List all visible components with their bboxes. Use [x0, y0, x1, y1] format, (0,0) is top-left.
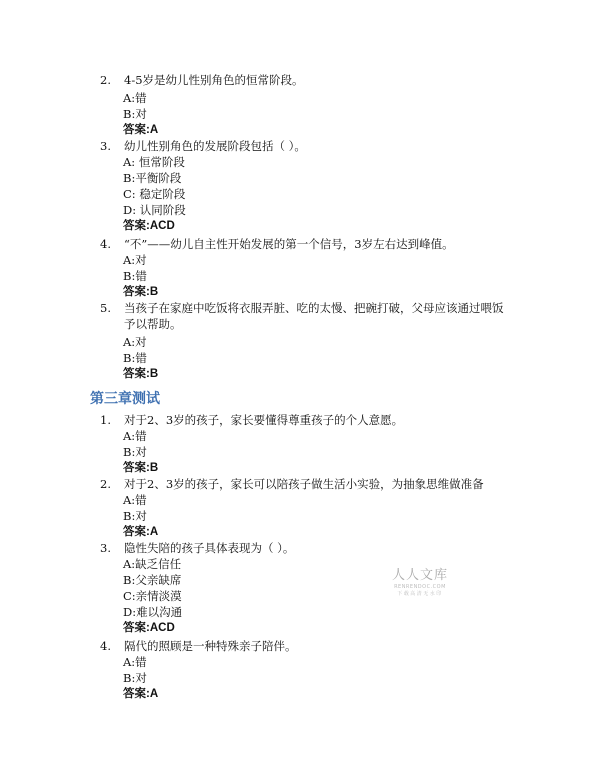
section-title: 第三章测试: [90, 390, 160, 406]
question-text: 隐性失陪的孩子具体表现为（ ）。: [124, 541, 295, 555]
question-text: 隔代的照顾是一种特殊亲子陪伴。: [124, 639, 297, 653]
option: A: 恒常阶段: [123, 155, 185, 169]
option: A:缺乏信任: [123, 557, 182, 571]
answer: 答案:B: [123, 286, 159, 298]
question-number: 2.: [100, 73, 111, 87]
option: A:对: [123, 253, 147, 267]
option: A:错: [123, 493, 147, 507]
option: A:对: [123, 335, 147, 349]
option: A:错: [123, 91, 147, 105]
answer: 答案:A: [123, 688, 159, 700]
answer: 答案:ACD: [123, 622, 175, 634]
option: C: 稳定阶段: [123, 187, 186, 201]
question-text: “不”——幼儿自主性开始发展的第一个信号，3岁左右达到峰值。: [124, 237, 454, 251]
option: D: 认同阶段: [123, 203, 186, 217]
question-text: 对于2、3岁的孩子，家长要懂得尊重孩子的个人意愿。: [124, 413, 404, 427]
watermark-title: 人人文库: [391, 568, 448, 583]
option: B:错: [123, 351, 147, 365]
option: B:父亲缺席: [123, 573, 182, 587]
option: B:对: [123, 107, 147, 121]
option: B:对: [123, 671, 147, 685]
option: B:对: [123, 445, 147, 459]
option: B:错: [123, 269, 147, 283]
question-number: 1.: [100, 413, 111, 427]
option: C:亲情淡漠: [123, 589, 182, 603]
question-number: 3.: [100, 541, 111, 555]
question-number: 3.: [100, 139, 111, 153]
watermark: [384, 564, 456, 597]
question-number: 4.: [100, 639, 111, 653]
question-text: 当孩子在家庭中吃饭将衣服弄脏、吃的太慢、把碗打破，父母应该通过喂饭予以帮助。: [124, 301, 504, 331]
question-text: 4-5岁是幼儿性别角色的恒常阶段。: [124, 73, 304, 87]
answer: 答案:B: [123, 368, 159, 380]
option: D:难以沟通: [123, 605, 183, 619]
question-text: 对于2、3岁的孩子，家长可以陪孩子做生活小实验，为抽象思维做准备: [124, 477, 484, 491]
answer: 答案:ACD: [123, 220, 175, 232]
question-text: 幼儿性别角色的发展阶段包括（ ）。: [124, 139, 306, 153]
watermark-domain: RENRENDOC.COM: [394, 584, 446, 590]
watermark-slogan: 下载高清无水印: [397, 591, 443, 597]
answer: 答案:A: [123, 526, 159, 538]
question-number: 5.: [100, 301, 111, 315]
question-number: 4.: [100, 237, 111, 251]
question-number: 2.: [100, 477, 111, 491]
option: A:错: [123, 655, 147, 669]
answer: 答案:B: [123, 462, 159, 474]
option: B:对: [123, 509, 147, 523]
option: A:错: [123, 429, 147, 443]
option: B:平衡阶段: [123, 171, 182, 185]
answer: 答案:A: [123, 124, 159, 136]
